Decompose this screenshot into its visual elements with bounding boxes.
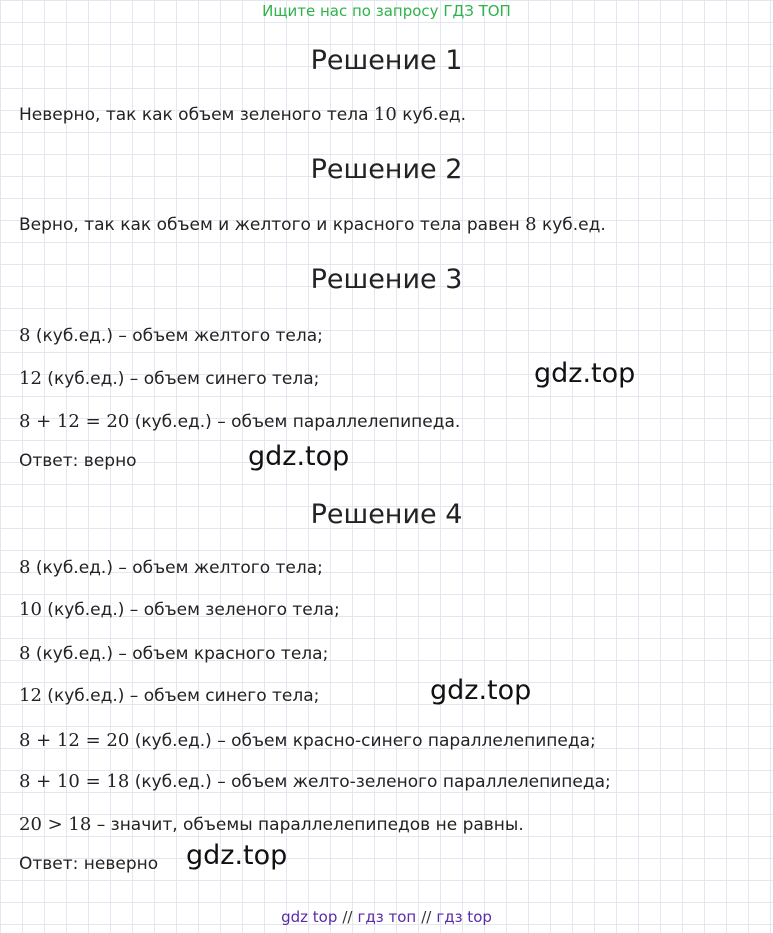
watermark-gdz-top: gdz.top bbox=[430, 675, 532, 706]
text-segment: Неверно, так как объем зеленого тела bbox=[19, 105, 374, 125]
text-segment: (куб.ед.) – объем желтого тела; bbox=[30, 326, 323, 346]
text-segment: Ответ: верно bbox=[19, 451, 137, 471]
solution-4-answer bbox=[19, 854, 158, 874]
solution-heading-4: Решение 4 bbox=[310, 499, 463, 530]
number-segment: 8 + 12 = 20 bbox=[19, 411, 130, 432]
text-segment: Верно, так как объем и желтого и красного тела равен bbox=[19, 215, 526, 235]
text-segment: – значит, объемы параллелепипедов не равны. bbox=[91, 815, 524, 835]
footer-link-gdz-top-mixed[interactable]: гдз top bbox=[436, 908, 492, 926]
text-segment: (куб.ед.) – объем параллелепипеда. bbox=[129, 412, 461, 432]
solution-4-line-2 bbox=[19, 599, 340, 620]
footer-link-gdz-top-ru[interactable]: гдз топ bbox=[357, 908, 417, 926]
footer-link-gdz-top[interactable]: gdz top bbox=[281, 908, 338, 926]
number-segment: 10 bbox=[19, 599, 42, 620]
text-segment: куб.ед. bbox=[536, 215, 606, 235]
solution-4-line-4 bbox=[19, 685, 319, 706]
footer-links bbox=[0, 908, 773, 926]
solution-4-line-3 bbox=[19, 643, 328, 664]
text-segment: (куб.ед.) – объем желто-зеленого параллелепипеда; bbox=[129, 772, 611, 792]
solution-3-line-1 bbox=[19, 325, 323, 346]
watermark-gdz-top: gdz.top bbox=[186, 840, 288, 871]
solution-4-line-1 bbox=[19, 557, 323, 578]
footer-separator: // bbox=[342, 908, 353, 926]
text-segment: куб.ед. bbox=[396, 105, 467, 125]
text-segment: (куб.ед.) – объем красного тела; bbox=[30, 644, 329, 664]
solution-4-line-6 bbox=[19, 771, 611, 792]
number-segment: 10 bbox=[373, 104, 397, 125]
solution-heading-3: Решение 3 bbox=[310, 264, 463, 295]
solution-3-line-2 bbox=[19, 368, 319, 389]
solution-3-answer bbox=[19, 451, 137, 471]
number-segment: 8 bbox=[19, 325, 31, 346]
number-segment: 8 + 12 = 20 bbox=[19, 730, 130, 751]
solution-1-line-1 bbox=[19, 104, 466, 125]
solution-4-line-7 bbox=[19, 814, 524, 835]
watermark-gdz-top: gdz.top bbox=[248, 441, 350, 472]
number-segment: 8 bbox=[19, 643, 31, 664]
text-segment: (куб.ед.) – объем зеленого тела; bbox=[41, 600, 340, 620]
solution-4-line-5 bbox=[19, 730, 596, 751]
footer-separator: // bbox=[421, 908, 432, 926]
solution-heading-1: Решение 1 bbox=[310, 45, 463, 76]
text-segment: (куб.ед.) – объем синего тела; bbox=[41, 369, 320, 389]
text-segment: (куб.ед.) – объем синего тела; bbox=[41, 686, 320, 706]
watermark-gdz-top: gdz.top bbox=[534, 358, 636, 389]
top-banner: Ищите нас по запросу ГДЗ ТОП bbox=[262, 2, 511, 20]
number-segment: 8 bbox=[19, 557, 31, 578]
text-segment: Ответ: неверно bbox=[19, 854, 159, 874]
number-segment: 8 + 10 = 18 bbox=[19, 771, 130, 792]
number-segment: 8 bbox=[525, 214, 537, 235]
solution-3-line-3 bbox=[19, 411, 460, 432]
number-segment: 20 > 18 bbox=[19, 814, 92, 835]
number-segment: 12 bbox=[19, 685, 42, 706]
solution-2-line-1 bbox=[19, 214, 606, 235]
number-segment: 12 bbox=[19, 368, 42, 389]
solution-heading-2: Решение 2 bbox=[310, 154, 463, 185]
text-segment: (куб.ед.) – объем желтого тела; bbox=[30, 558, 323, 578]
text-segment: (куб.ед.) – объем красно-синего параллелепипеда; bbox=[129, 731, 596, 751]
